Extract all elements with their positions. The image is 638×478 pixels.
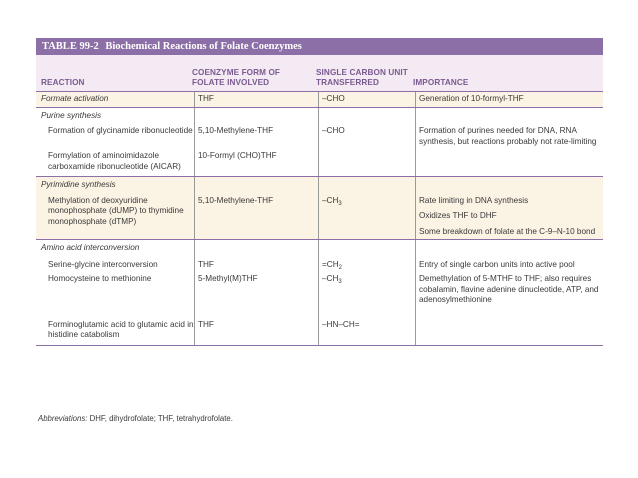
folate-table	[36, 38, 603, 346]
empty-cell	[415, 149, 603, 176]
group-purine	[36, 108, 603, 178]
cell-reaction: Formate activation	[41, 94, 109, 103]
cell-carbon	[318, 272, 415, 318]
importance-line: Oxidizes THF to DHF	[419, 211, 497, 220]
table-title-bar	[36, 38, 603, 55]
table-row-section	[36, 240, 603, 258]
cell-importance: Generation of 10-formyl-THF	[415, 92, 603, 107]
empty-cell	[415, 318, 603, 345]
header-coenzyme: COENZYME FORM OF FOLATE INVOLVED	[192, 68, 281, 87]
carbon-subscript: 3	[338, 279, 342, 285]
cell-reaction: Serine-glycine interconversion	[48, 259, 158, 269]
cell-reaction: Formation of glycinamide ribonucleotide	[48, 126, 193, 135]
empty-cell	[415, 108, 603, 125]
carbon-main: –CH	[322, 195, 339, 205]
header-importance: IMPORTANCE	[413, 78, 469, 87]
empty-cell	[415, 240, 603, 258]
cell-carbon: –CHO	[318, 92, 415, 107]
table-bottom-rule	[36, 345, 603, 346]
footnote-text: DHF, dihydrofolate; THF, tetrahydrofolate.	[87, 414, 233, 423]
importance-line: Some breakdown of folate at the C-9–N-10 bond	[419, 226, 596, 236]
carbon-main: –CH	[322, 274, 339, 283]
cell-importance: Entry of single carbon units into active pool	[415, 258, 603, 273]
empty-cell	[318, 149, 415, 176]
cell-carbon: –CHO	[318, 124, 415, 149]
header-reaction: REACTION	[41, 78, 85, 87]
table-row-section	[36, 177, 603, 194]
group-pyrimidine	[36, 177, 603, 240]
empty-cell	[415, 177, 603, 194]
section-label-pyrimidine: Pyrimidine synthesis	[41, 180, 116, 189]
cell-reaction: Homocysteine to methionine	[48, 274, 152, 283]
table-row	[36, 124, 603, 149]
empty-cell	[194, 108, 318, 125]
footnote-label: Abbreviations:	[38, 414, 88, 423]
cell-reaction: Formylation of aminoimidazole carboxamide ribonucleotide (AICAR)	[48, 151, 181, 171]
table-row	[36, 258, 603, 273]
empty-cell	[318, 240, 415, 258]
cell-coenzyme: 5-Methyl(M)THF	[194, 272, 318, 318]
cell-coenzyme: 5,10-Methylene-THF	[194, 194, 318, 240]
carbon-main: =CH	[322, 259, 339, 269]
empty-cell	[318, 108, 415, 125]
table-row	[36, 272, 603, 318]
table-header-row	[36, 55, 603, 92]
cell-importance: Formation of purines needed for DNA, RNA synthesis, but reactions probably not rate-limiting	[415, 124, 603, 149]
section-label-amino: Amino acid interconversion	[41, 243, 140, 252]
cell-carbon: –HN–CH=	[318, 318, 415, 345]
cell-reaction: Forminoglutamic acid to glutamic acid in histidine catabolism	[48, 319, 194, 339]
table-row	[36, 318, 603, 345]
table-number: TABLE 99-2	[42, 41, 99, 52]
cell-coenzyme: 5,10-Methylene-THF	[194, 124, 318, 149]
abbreviations-footnote	[38, 414, 233, 423]
carbon-subscript: 2	[338, 264, 342, 271]
cell-carbon	[318, 258, 415, 273]
header-single-carbon: SINGLE CARBON UNIT TRANSFERRED	[316, 68, 408, 87]
cell-carbon	[318, 194, 415, 240]
cell-importance: Demethylation of 5-MTHF to THF; also requires cobalamin, flavine adenine dinucleotide, ATP, and adenosylmethionine	[415, 272, 603, 318]
cell-coenzyme: THF	[194, 258, 318, 273]
empty-cell	[318, 177, 415, 194]
table-title: Biochemical Reactions of Folate Coenzymes	[105, 41, 302, 52]
table-row	[36, 194, 603, 240]
carbon-subscript: 3	[338, 200, 342, 207]
cell-coenzyme: THF	[194, 318, 318, 345]
table-row-formate	[36, 92, 603, 108]
table-row-section	[36, 108, 603, 125]
cell-importance	[415, 194, 603, 240]
cell-reaction: Methylation of deoxyuridine monophosphate (dUMP) to thymidine monophosphate (dTMP)	[48, 195, 184, 226]
empty-cell	[194, 240, 318, 258]
cell-coenzyme: 10-Formyl (CHO)THF	[194, 149, 318, 176]
section-label-purine: Purine synthesis	[41, 110, 102, 120]
group-amino-acid	[36, 240, 603, 345]
table-row	[36, 149, 603, 176]
cell-coenzyme: THF	[194, 92, 318, 107]
empty-cell	[194, 177, 318, 194]
importance-line: Rate limiting in DNA synthesis	[419, 195, 529, 205]
